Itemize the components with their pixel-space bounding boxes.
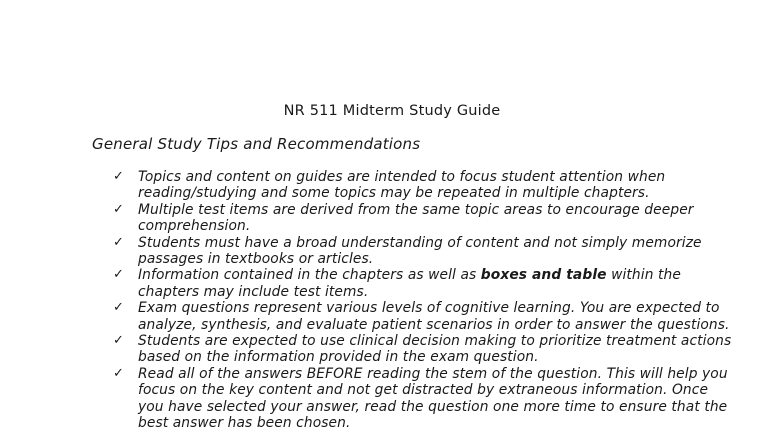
checkmark-icon: ✓ bbox=[113, 300, 124, 316]
checkmark-icon: ✓ bbox=[113, 201, 124, 217]
tip-item bbox=[113, 300, 733, 333]
tip-text: Read all of the answers BEFORE reading the stem of the question. This will help you focus on the key content and not get distracted by extraneous information. Once you have selected your answer, read the question one more time to ensure that the best answer has been chosen. bbox=[138, 365, 728, 432]
tip-text-pre: Information contained in the chapters as well as bbox=[138, 267, 481, 284]
checkmark-icon: ✓ bbox=[113, 267, 124, 283]
tip-text-post: within the chapters may include test items. bbox=[138, 267, 681, 300]
tip-item bbox=[113, 333, 733, 366]
tip-text: Multiple test items are derived from the same topic areas to encourage deeper comprehension. bbox=[138, 201, 694, 235]
checkmark-icon: ✓ bbox=[113, 234, 124, 250]
checkmark-icon: ✓ bbox=[113, 169, 124, 184]
tip-item bbox=[113, 235, 733, 268]
tip-item bbox=[113, 366, 733, 432]
tip-text: Topics and content on guides are intended to focus student attention when reading/studying and some topics may be repeated in multiple chapters. bbox=[138, 169, 666, 202]
tip-text: Students are expected to use clinical decision making to prioritize treatment actions based on the information provided in the exam question. bbox=[138, 333, 732, 366]
tip-text: Exam questions represent various levels of cognitive learning. You are expected to analyze, synthesis, and evaluate patient scenarios in order to answer the questions. bbox=[138, 300, 730, 333]
section-heading: General Study Tips and Recommendations bbox=[92, 135, 421, 153]
tip-text: Students must have a broad understanding of content and not simply memorize passages in textbooks or articles. bbox=[138, 234, 702, 268]
study-tips-list bbox=[113, 169, 733, 432]
tip-item bbox=[113, 202, 733, 235]
tip-item bbox=[113, 169, 733, 202]
tip-text-bold: boxes and table bbox=[480, 267, 607, 284]
checkmark-icon: ✓ bbox=[113, 365, 124, 381]
checkmark-icon: ✓ bbox=[113, 333, 124, 349]
tip-item bbox=[113, 267, 733, 300]
document-title: NR 511 Midterm Study Guide bbox=[283, 103, 501, 119]
